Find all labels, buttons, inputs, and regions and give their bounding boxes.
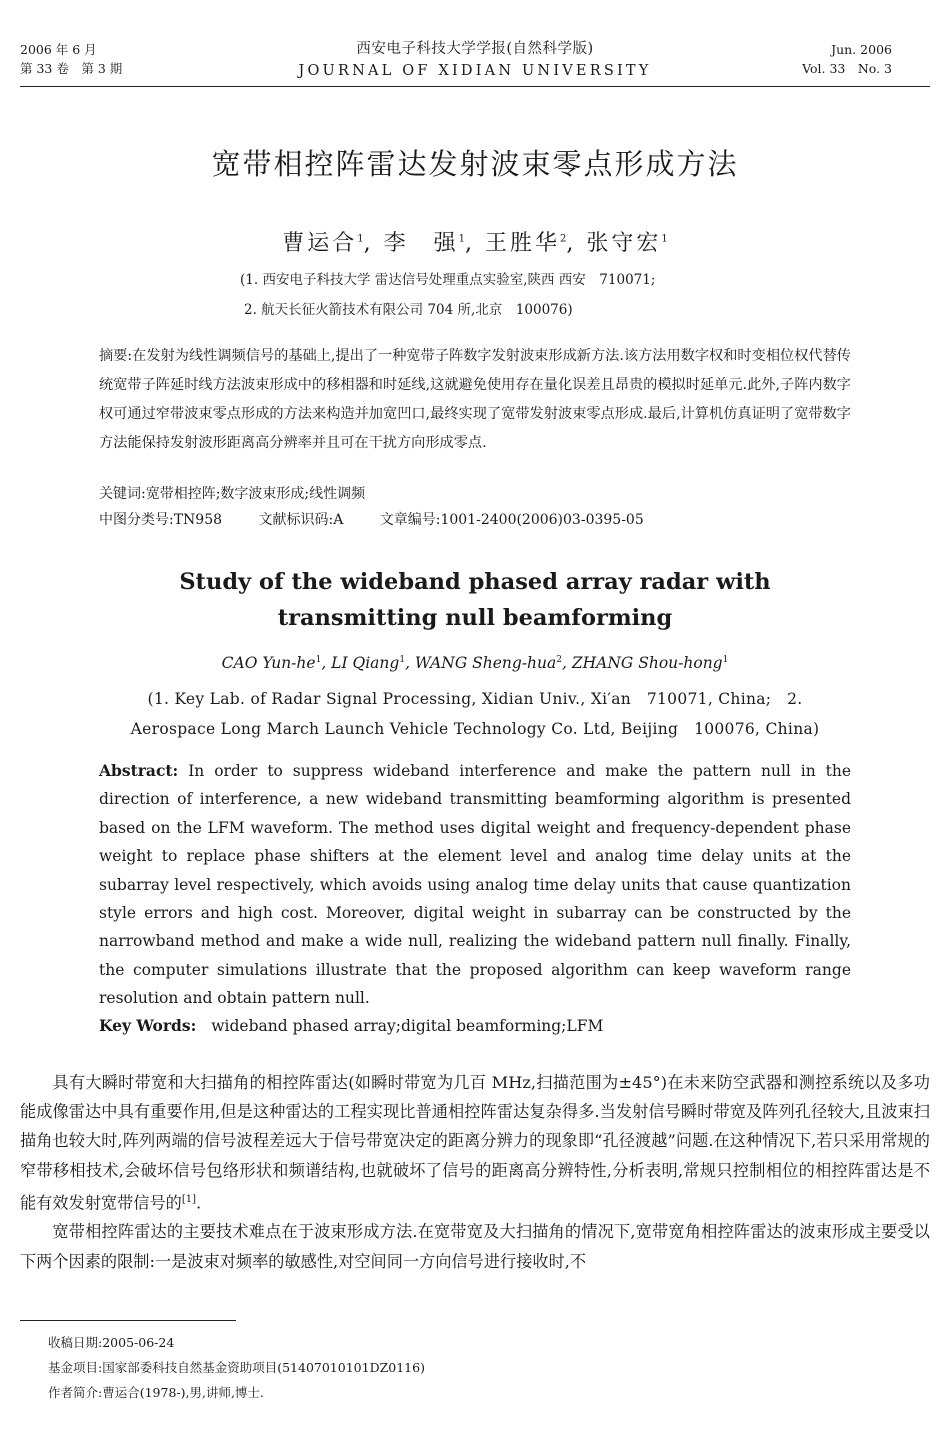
abstract-cn-label: 摘要: [99,348,133,364]
author-list-en: CAO Yun-$he^1$, LI Qiang$^1$, WANG Sheng-hua$^2$, ZHANG Shou-hong$^1$ [221,654,729,672]
clc-number: 中图分类号:TN958 [99,512,223,528]
footnote-received-date: 收稿日期:2005-06-24 [48,1335,175,1350]
body-paragraph-text: 宽带相控阵雷达的主要技术难点在于波束形成方法.在宽带宽及大扫描角的情况下,宽带宽角相控阵雷达的波束形成主要受以下两个因素的限制:一是波束对频率的敏感性,对空间同一方向信号进行接收时,不 [20,1222,930,1271]
affiliation-line: 2. 航天长征火箭技术有限公司 704 所,北京 100076) [244,302,573,318]
abstract-cn-text: 在发射为线性调频信号的基础上,提出了一种宽带子阵数字发射波束形成新方法.该方法用数字权和时变相位权代替传统宽带子阵延时线方法波束形成中的移相器和时延线,这就避免使用存在量化误差且昂贵的模拟时延单元.此外,子阵内数字权可通过窄带波束零点形成的方法来构造并加宽凹口,最终实现了宽带发射波束零点形成.最后,计算机仿真证明了宽带数字方法能保持发射波形距离高分辨率并且可在干扰方向形成零点. [99,348,851,451]
author-list-cn: 曹运合$^1$, 李 强$^1$, 王胜华$^2$, 张守宏$^1$ [282,231,668,256]
affiliations-en [0,684,950,744]
keywords-cn-text: 宽带相控阵;数字波束形成;线性调频 [145,486,366,502]
author-affil-mark: 1 [661,233,668,245]
author-name: 张守宏 [586,231,662,256]
author-name: 李 强 [383,231,459,256]
journal-name-cn: 西安电子科技大学学报(自然科学版) [356,41,594,57]
keywords-en [99,1012,603,1040]
author-name: CAO Yun-he [221,654,316,672]
keywords-en-text: wideband phased array;digital beamforming;LFM [211,1017,604,1035]
paper-title-en-line: transmitting null beamforming [277,605,673,631]
header-volume-cn: 第 33 卷 第 3 期 [20,61,123,76]
footnote-author-bio: 作者简介:曹运合(1978-),男,讲师,博士. [48,1385,264,1400]
footnote-funding: 基金项目:国家部委科技自然基金资助项目(51407010101DZ0116) [48,1360,425,1375]
author-name: 曹运合 [282,231,358,256]
abstract-en [99,757,851,1013]
header-issue-date-en: Jun. 2006 [831,42,892,57]
author-affil-mark: 1 [458,233,465,245]
header-rule [20,86,930,87]
document-code: 文献标识码:A [258,512,344,528]
sentence-end: . [196,1193,202,1213]
header-right [802,40,892,78]
header-issue-date-cn: 2006 年 6 月 [20,42,97,57]
abstract-en-text: In order to suppress wideband interference and make the pattern null in the direction of interference, a new wideband transmitting beamforming algorithm is presented based on the LFM waveform. The method uses digital weight and frequency-dependent phase weight to replace phase shifters at the element level and analog time delay units at the subarray level respectively, which avoids using analog time delay units that cause quantization style errors and high cost. Moreover, digital weight in subarray can be constructed by the narrowband method and make a wide null, realizing the wideband pattern null finally. Finally, the computer simulations illustrate that the proposed algorithm can keep waveform range resolution and obtain pattern null. [99,762,851,1008]
footnote-rule [20,1320,236,1321]
author-affil-mark: 1 [722,654,729,665]
body-paragraph-text: 具有大瞬时带宽和大扫描角的相控阵雷达(如瞬时带宽为几百 MHz,扫描范围为±45°)在未来防空武器和测控系统以及多功能成像雷达中具有重要作用,但是这种雷达的工程实现比普通相控阵雷达复杂得多.当发射信号瞬时带宽及阵列孔径较大,且波束扫描角也较大时,阵列两端的信号波程差远大于信号带宽决定的距离分辨力的现象即“孔径渡越”问题.在这种情况下,若只采用常规的窄带移相技术,会破坏信号包络形状和频谱结构,也就破坏了信号的距离高分辨特性,分析表明,常规只控制相位的相控阵雷达是不能有效发射宽带信号的 [20,1073,930,1213]
author-affil-mark: 1 [357,233,364,245]
paper-title-en [0,564,950,636]
paper-title-cn: 宽带相控阵雷达发射波束零点形成方法 [211,147,739,181]
author-name: WANG Sheng-hua [414,654,557,672]
author-affil-mark: 1 [315,654,322,665]
author-affil-mark: 2 [560,233,567,245]
keywords-en-label: Key Words: [99,1016,197,1035]
affiliation-line: Aerospace Long March Launch Vehicle Technology Co. Ltd, Beijing 100076, China) [130,720,820,738]
citation-link[interactable]: [1] [181,1193,197,1205]
classification-row [99,508,676,532]
affiliation-line: (1. Key Lab. of Radar Signal Processing, Xidian Univ., Xi′an 710071, China; 2. [147,690,803,708]
article-number: 文章编号:1001-2400(2006)03-0395-05 [379,512,644,528]
body-text [20,1068,930,1276]
paper-title-en-line: Study of the wideband phased array radar with [179,569,771,595]
author-name: ZHANG Shou-hong [571,654,723,672]
author-name: LI Qiang [331,654,400,672]
abstract-cn [99,342,851,458]
body-paragraph [20,1068,930,1217]
keywords-cn-label: 关键词: [99,486,146,502]
author-affil-mark: 1 [399,654,406,665]
journal-name-en: JOURNAL OF XIDIAN UNIVERSITY [298,63,652,79]
affiliation-line: (1. 西安电子科技大学 雷达信号处理重点实验室,陕西 西安 710071; [240,272,656,288]
body-paragraph [20,1217,930,1275]
header-volume-en: Vol. 33 No. 3 [802,61,892,76]
footnotes [48,1330,425,1405]
author-affil-mark: 2 [556,654,563,665]
abstract-en-label: Abstract: [99,761,179,780]
affiliations-cn [240,265,655,325]
author-name: 王胜华 [485,231,561,256]
keywords-cn [99,480,365,509]
